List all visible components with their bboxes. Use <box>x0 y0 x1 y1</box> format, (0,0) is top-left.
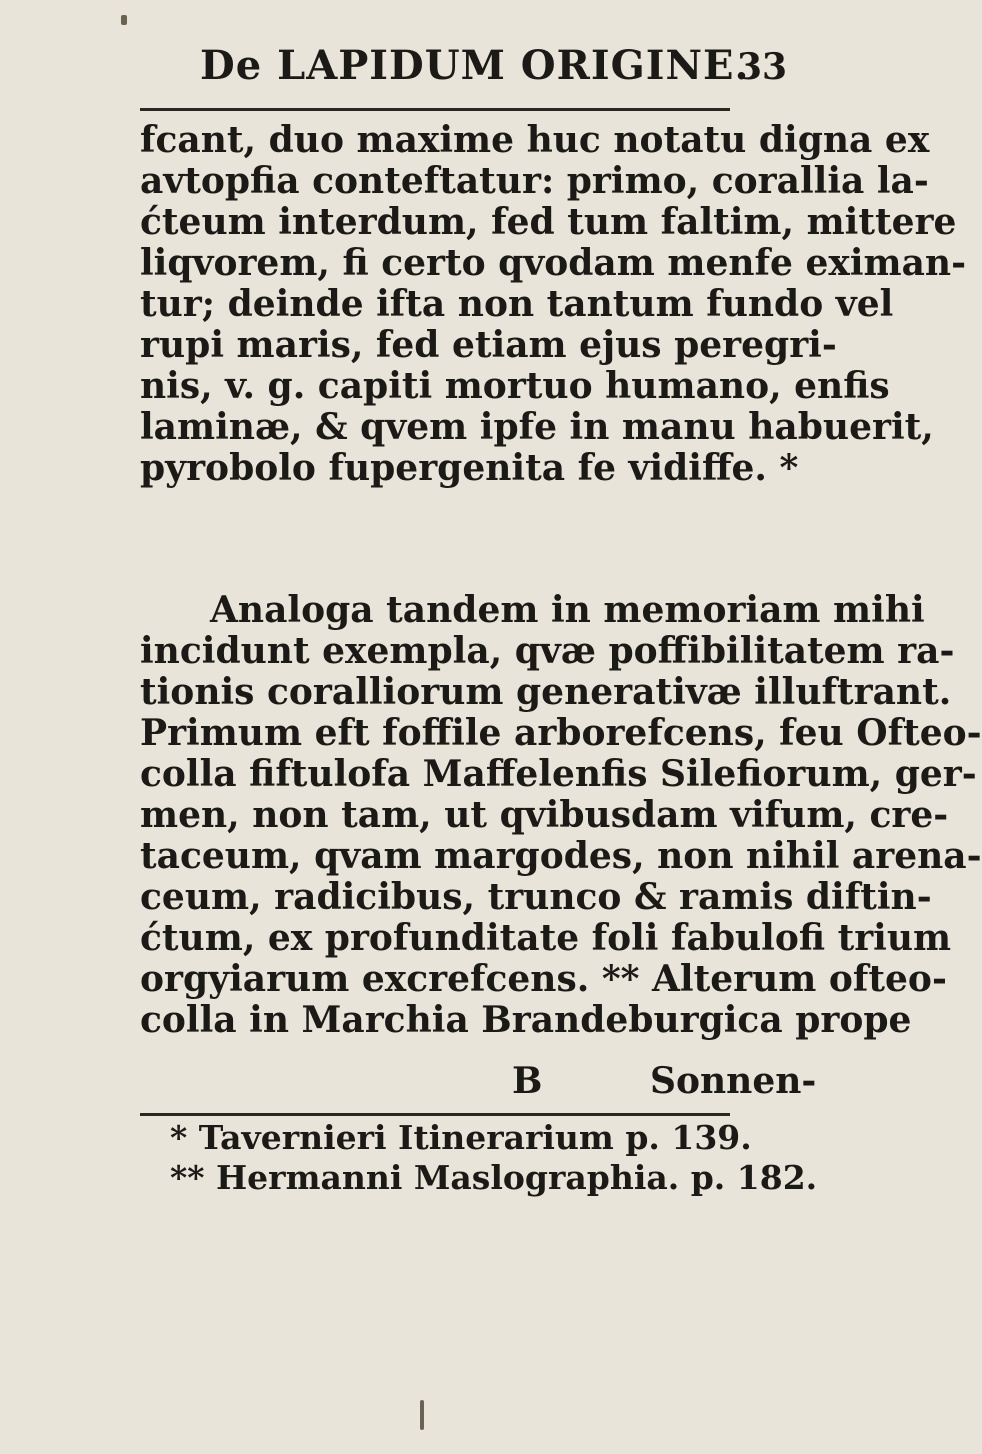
text-line: rupi maris, fed etiam ejus peregri- <box>140 324 837 366</box>
header-rule <box>140 108 730 111</box>
catchword: Sonnen- <box>650 1060 817 1102</box>
text-line: fcant, duo maxime huc notatu digna ex <box>140 119 930 161</box>
signature-mark: B <box>512 1060 543 1102</box>
text-line: avtopfia conteftatur: primo, corallia la- <box>140 160 929 202</box>
paper-speck <box>121 15 127 25</box>
text-line: men, non tam, ut qvibusdam vifum, cre- <box>140 794 949 836</box>
catchline <box>140 1060 817 1104</box>
text-line: liqvorem, fi certo qvodam menfe eximan- <box>140 242 967 284</box>
footnote: * Tavernieri Itinerarium p. 139. <box>170 1118 752 1157</box>
footnote-rule <box>140 1113 730 1116</box>
page-number: 33 <box>737 46 788 88</box>
text-line: colla fiftulofa Maffelenfis Silefiorum, ger- <box>140 753 977 795</box>
text-line: nis, v. g. capiti mortuo humano, enfis <box>140 365 890 407</box>
text-line: tur; deinde ifta non tantum fundo vel <box>140 283 894 325</box>
text-line: ceum, radicibus, trunco & ramis diftin- <box>140 876 932 918</box>
footnote: ** Hermanni Maslographia. p. 182. <box>170 1158 818 1197</box>
text-line: Primum eft foffile arborefcens, feu Ofteo- <box>140 712 982 754</box>
paragraph-1 <box>140 119 967 489</box>
paragraph-2 <box>140 589 982 1041</box>
paper-speck <box>420 1400 424 1430</box>
running-head: De LAPIDUM ORIGINE. <box>200 42 750 89</box>
text-line: pyrobolo fupergenita fe vidiffe. * <box>140 447 799 489</box>
text-line: Analoga tandem in memoriam mihi <box>210 589 925 631</box>
text-line: orgyiarum excrefcens. ** Alterum ofteo- <box>140 958 947 1000</box>
text-line: ćteum interdum, fed tum faltim, mittere <box>140 201 957 243</box>
text-line: laminæ, & qvem ipfe in manu habuerit, <box>140 406 934 448</box>
text-line: tionis coralliorum generativæ illuftrant. <box>140 671 952 713</box>
footnotes <box>170 1118 818 1198</box>
text-line: ćtum, ex profunditate foli fabulofi trium <box>140 917 952 959</box>
text-line: incidunt exempla, qvæ poffibilitatem ra- <box>140 630 955 672</box>
page-header <box>0 42 800 102</box>
text-line: taceum, qvam margodes, non nihil arena- <box>140 835 982 877</box>
text-line: colla in Marchia Brandeburgica prope <box>140 999 912 1041</box>
